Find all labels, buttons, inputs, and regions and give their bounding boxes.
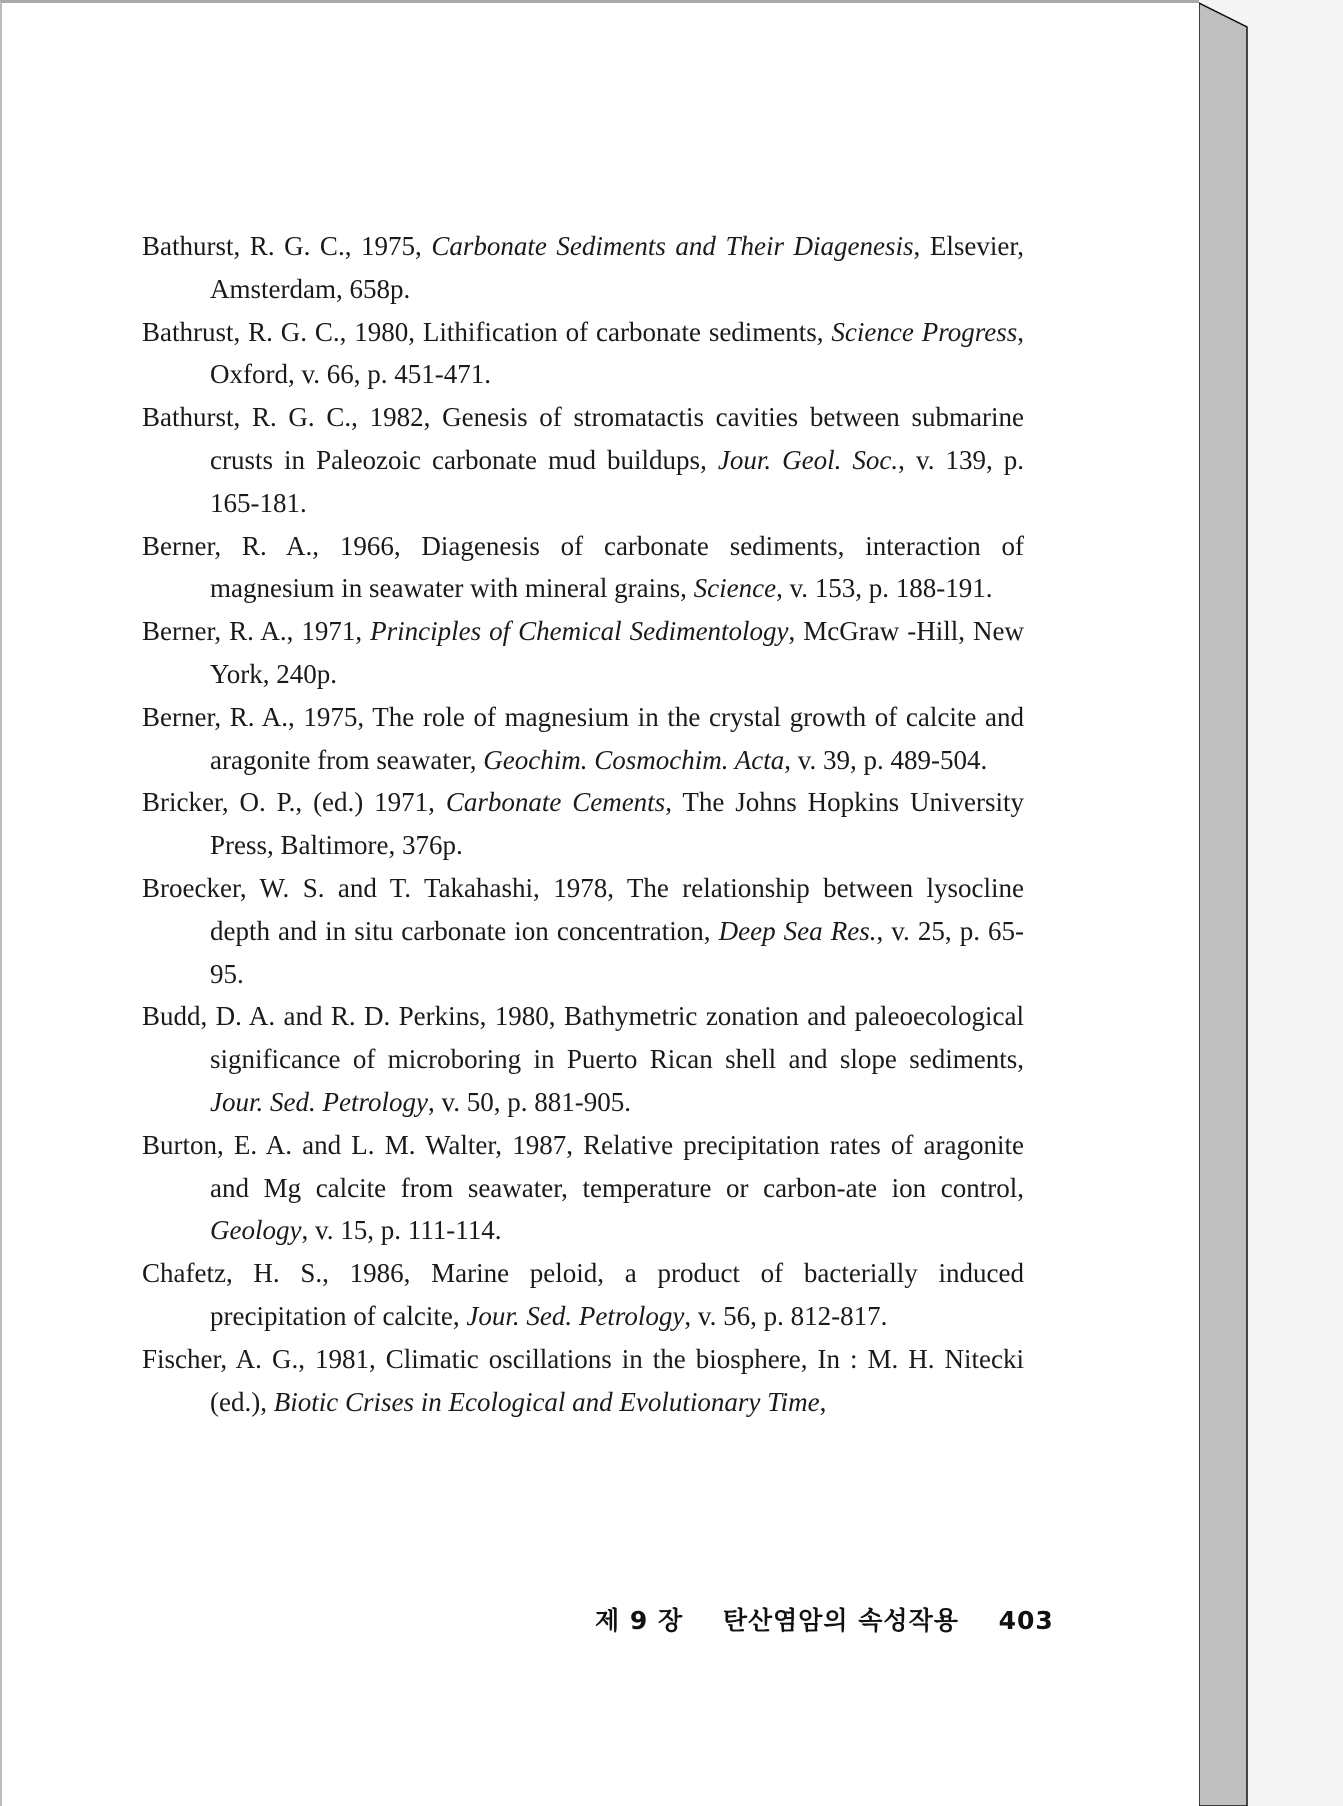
reference-details: , v. 15, p. 111-114. <box>301 1215 502 1246</box>
reference-entry <box>142 1124 1024 1252</box>
reference-entry <box>142 1252 1024 1338</box>
reference-details: , McGraw -Hill, New York, 240p. <box>210 616 1024 689</box>
reference-entry <box>142 610 1024 696</box>
book-spine <box>1199 0 1248 1806</box>
reference-entry <box>142 867 1024 995</box>
reference-source-title: Jour. Sed. Petrology <box>466 1300 685 1331</box>
reference-citation: Bricker, O. P., (ed.) 1971, <box>142 787 446 818</box>
reference-citation: Chafetz, H. S., 1986, Marine peloid, a product of bacterially induced precipitation of calcite, <box>142 1258 1024 1331</box>
reference-citation: Berner, R. A., 1975, The role of magnesium in the crystal growth of calcite and aragonite from seawater, <box>142 701 1024 775</box>
reference-details: , v. 25, p. 65-95. <box>210 915 1025 989</box>
reference-citation: Bathurst, R. G. C., 1975, <box>142 231 432 261</box>
chapter-title: 탄산염암의 속성작용 <box>722 1606 959 1635</box>
reference-details: , v. 56, p. 812-817. <box>684 1300 888 1331</box>
reference-details: , v. 139, p. 165-181. <box>210 444 1025 518</box>
reference-entry <box>142 311 1024 397</box>
reference-details: , <box>819 1386 827 1417</box>
reference-source-title: Geochim. Cosmochim. Acta <box>483 744 785 775</box>
reference-entry <box>142 995 1024 1123</box>
chapter-label: 제 9 장 <box>595 1606 684 1635</box>
page-footer <box>595 1601 1054 1637</box>
reference-details: , v. 153, p. 188-191. <box>776 573 993 604</box>
reference-citation: Bathurst, R. G. C., 1982, Genesis of stromatactis cavities between submarine crusts in Paleozoic carbonate mud buildups, <box>142 402 1024 475</box>
reference-entry <box>142 225 1024 311</box>
reference-entry <box>142 1338 1024 1424</box>
reference-citation: Budd, D. A. and R. D. Perkins, 1980, Bathymetric zonation and paleoecological significance of microboring in Puerto Rican shell and slope sediments, <box>142 1001 1024 1075</box>
reference-source-title: Deep Sea Res. <box>718 915 877 946</box>
reference-details: , v. 39, p. 489-504. <box>784 744 988 775</box>
reference-source-title: Jour. Sed. Petrology <box>210 1086 428 1117</box>
reference-list <box>142 225 1024 1423</box>
reference-source-title: Carbonate Sediments and Their Diagenesis <box>431 231 914 261</box>
reference-citation: Bathrust, R. G. C., 1980, Lithification of carbonate sediments, <box>142 316 832 347</box>
reference-citation: Berner, R. A., 1966, Diagenesis of carbonate sediments, interaction of magnesium in seawater with mineral grains, <box>142 530 1024 604</box>
reference-citation: Broecker, W. S. and T. Takahashi, 1978, The relationship between lysocline depth and in situ carbonate ion concentration, <box>142 872 1024 946</box>
reference-citation: Berner, R. A., 1971, <box>142 616 371 647</box>
reference-entry <box>142 696 1024 782</box>
reference-details: , Elsevier, Amsterdam, 658p. <box>210 231 1024 304</box>
reference-citation: Burton, E. A. and L. M. Walter, 1987, Relative precipitation rates of aragonite and Mg calcite from seawater, temperature or carbon-ate ion control, <box>142 1129 1024 1203</box>
reference-citation: Fischer, A. G., 1981, Climatic oscillations in the biosphere, In : M. H. Nitecki (ed.), <box>142 1343 1024 1417</box>
reference-entry <box>142 781 1024 867</box>
page-number: 403 <box>998 1606 1054 1635</box>
reference-source-title: Carbonate Cements <box>445 787 666 818</box>
reference-details: , Oxford, v. 66, p. 451-471. <box>210 316 1024 390</box>
reference-source-title: Science Progress <box>831 316 1018 347</box>
reference-source-title: Science <box>693 573 777 604</box>
reference-source-title: Principles of Chemical Sedimentology <box>370 616 789 647</box>
reference-source-title: Biotic Crises in Ecological and Evolutionary Time <box>273 1386 820 1417</box>
reference-details: , The Johns Hopkins University Press, Baltimore, 376p. <box>210 787 1024 861</box>
reference-source-title: Jour. Geol. Soc. <box>717 444 899 475</box>
reference-source-title: Geology <box>210 1215 302 1246</box>
reference-details: , v. 50, p. 881-905. <box>427 1086 631 1117</box>
reference-entry <box>142 525 1024 611</box>
reference-entry <box>142 396 1024 524</box>
